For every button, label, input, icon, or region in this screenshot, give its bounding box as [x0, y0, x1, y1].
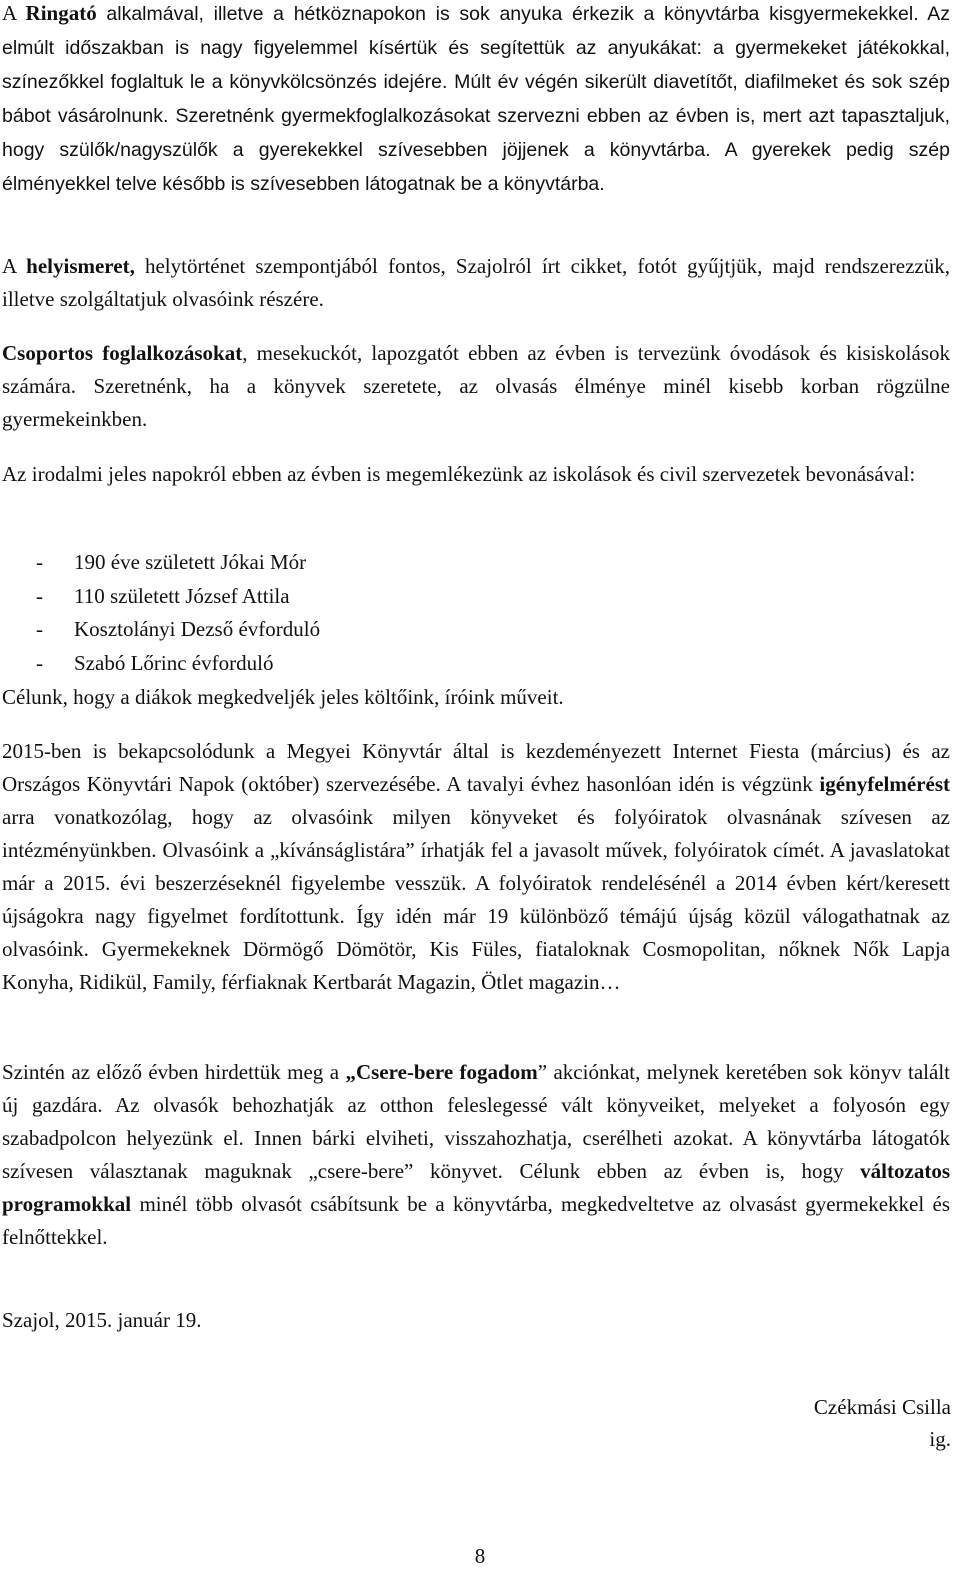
bold-valtozatos-programokkal: változatos programokkal	[2, 1159, 950, 1216]
list-item: - 110 született József Attila	[36, 583, 290, 608]
place-date: Szajol, 2015. január 19.	[2, 1308, 202, 1332]
bold-ringato: Ringató	[25, 1, 97, 25]
list-item: - Kosztolányi Dezső évforduló	[36, 617, 321, 641]
signature-title: ig.	[929, 1427, 951, 1451]
bold-csoportos: Csoportos foglalkozásokat	[2, 341, 243, 365]
anniversary-list	[36, 546, 320, 680]
paragraph-ringato: A Ringató alkalmával, illetve a hétköznapokon is sok anyuka érkezik a könyvtárba kisgyermekekkel. Az elmúlt időszakban is nagy figyelemmel kísértük és segítettük az anyukákat: a gyermekeket játékokkal, színezőkkel foglaltuk le a könyvkölcsönzés idejére. Múlt év végén sikerült diavetítőt, diafilmeket és sok szép bábot vásárolnunk. Szeretnénk gyermekfoglalkozásokat szervezni ebben az évben is, mert azt tapasztaljuk, hogy szülők/nagyszülők a gyerekekkel szívesebben jöjjenek a könyvtárba. A gyerekek pedig szép élményekkel telve később is szívesebben látogatnak be a könyvtárba.	[2, 1, 950, 195]
list-item: - 190 éve született Jókai Mór	[36, 550, 307, 574]
bold-csere-bere: „Csere-bere fogadom	[345, 1060, 538, 1084]
signature-name: Czékmási Csilla	[813, 1395, 951, 1419]
page-number: 8	[474, 1544, 486, 1568]
bold-helyismeret: helyismeret,	[26, 254, 135, 278]
paragraph-celunk: Célunk, hogy a diákok megkedveljék jeles költőink, íróink műveit.	[2, 685, 564, 709]
paragraph-2015: 2015-ben is bekapcsolódunk a Megyei Könyvtár által is kezdeményezett Internet Fiesta (március) és az Országos Könyvtári Napok (október) szervezésébe. A tavalyi évhez hasonlóan idén is végzünk igényfelmérést arra vonatkozólag, hogy az olvasóink milyen könyveket és folyóiratok olvasnának szívesen az intézményünkben. Olvasóink a „kívánságlistára” írhatják fel a javasolt művek, folyóiratok címét. A javaslatokat már a 2015. évi beszerzéseknél figyelembe vesszük. A folyóiratok rendelésénél a 2014 évben kért/keresett újságokra nagy figyelmet fordítottunk. Így idén már 19 különböző témájú újság közül válogathatnak az olvasóink. Gyermekeknek Dörmögő Dömötör, Kis Füles, fiataloknak Cosmopolitan, nőknek Nők Lapja Konyha, Ridikül, Family, férfiaknak Kertbarát Magazin, Ötlet magazin…	[2, 739, 950, 994]
paragraph-csere-bere: Szintén az előző évben hirdettük meg a „Csere-bere fogadom” akciónkat, melynek keretében sok könyv talált új gazdára. Az olvasók behozhatják az otthon feleslegessé vált könyveiket, melyeket a folyosón egy szabadpolcon helyezünk el. Innen bárki elviheti, visszahozhatja, cserélheti azokat. A könyvtárba látogatók szívesen választanak maguknak „csere-bere” könyvet. Célunk ebben az évben is, hogy változatos programokkal minél több olvasót csábítsunk be a könyvtárba, megkedveltetve az olvasást gyermekekkel és felnőttekkel.	[2, 1060, 951, 1249]
paragraph-helyismeret: A helyismeret, helytörténet szempontjából fontos, Szajolról írt cikket, fotót gyűjtjük, majd rendszerezzük, illetve szolgáltatjuk olvasóink részére.	[2, 254, 951, 311]
bold-igenyfelmeres: igényfelmérést	[819, 772, 950, 796]
paragraph-irodalmi: Az irodalmi jeles napokról ebben az évben is megemlékezünk az iskolások és civil szervezetek bevonásával:	[2, 462, 916, 486]
list-item: - Szabó Lőrinc évforduló	[36, 650, 274, 675]
paragraph-csoportos: Csoportos foglalkozásokat, mesekuckót, lapozgatót ebben az évben is tervezünk óvodások és kisiskolások számára. Szeretnénk, ha a könyvek szeretete, az olvasás élménye minél kisebb korban rögzülne gyermekeinkben.	[2, 341, 950, 431]
